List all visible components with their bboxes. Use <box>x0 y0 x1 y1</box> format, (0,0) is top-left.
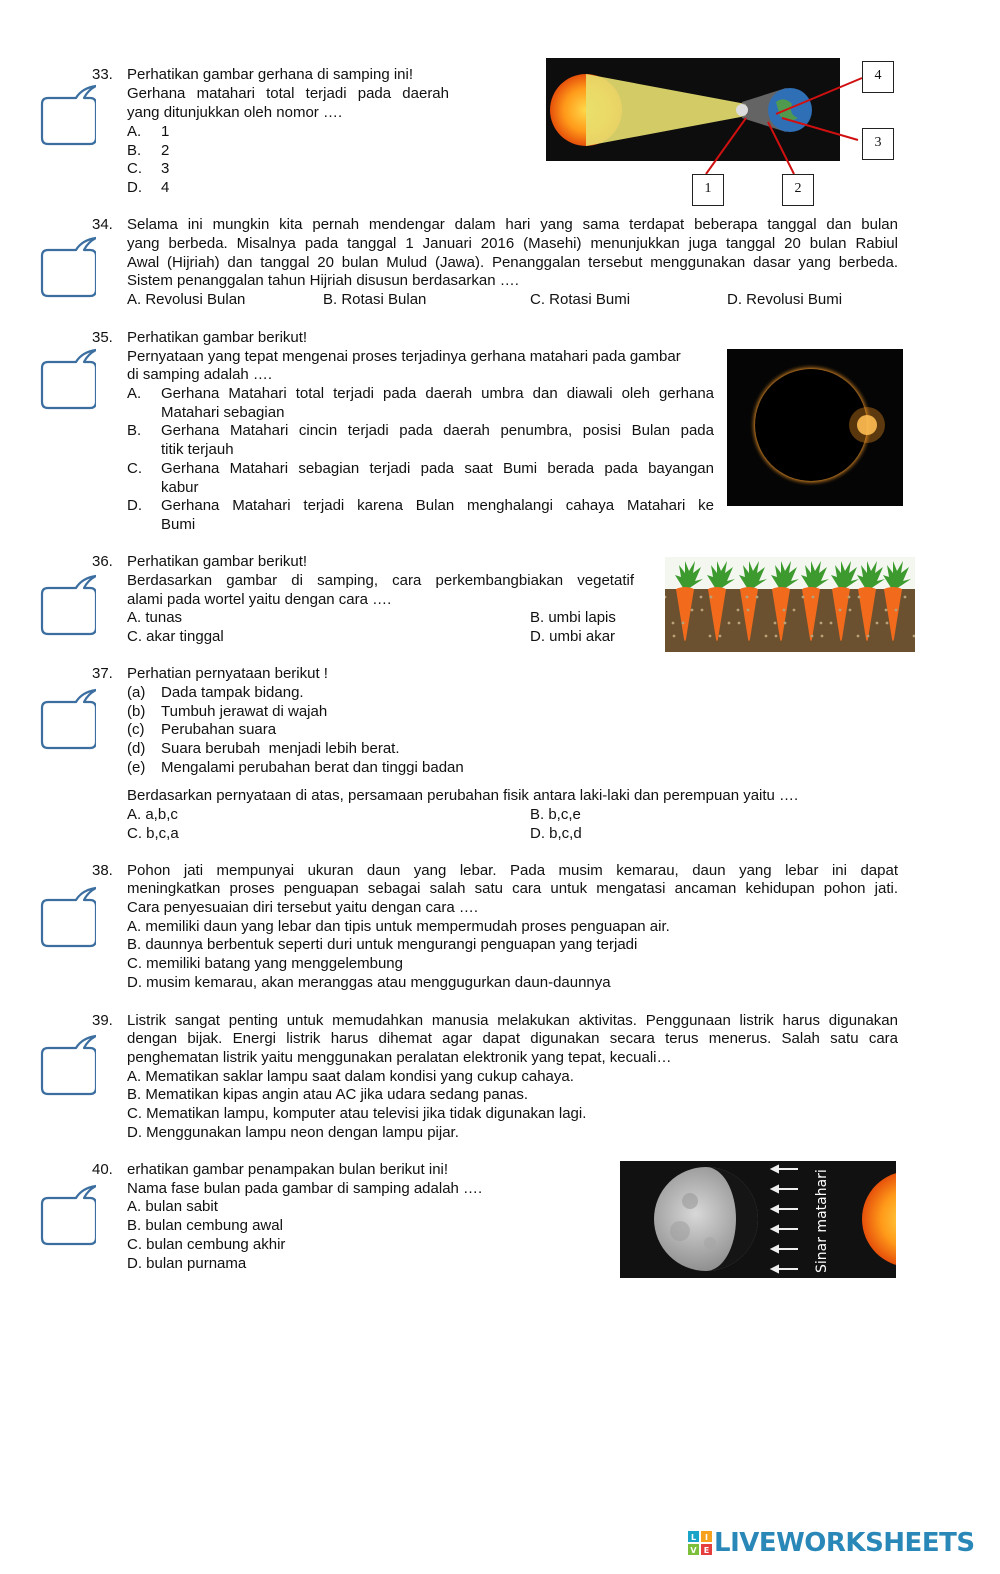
option-b: B. Rotasi Bulan <box>323 291 427 308</box>
soil-speck <box>848 596 851 599</box>
statement-text: Mengalami perubahan berat dan tinggi badan <box>161 759 464 776</box>
answer-bubble-icon[interactable] <box>40 1034 96 1096</box>
soil-speck <box>812 596 815 599</box>
answer-bubble-icon[interactable] <box>40 886 96 948</box>
soil-speck <box>738 622 741 625</box>
question-stem: Awal (Hijriah) dan tanggal 20 bulan Mulud (Jawa). Penanggalan tersebut menggunakan dasar yang berbeda. <box>127 254 898 271</box>
option-text: kabur <box>161 479 199 496</box>
option-label: B. <box>127 422 142 439</box>
soil-speck <box>774 622 777 625</box>
soil-speck <box>876 622 879 625</box>
statement-label: (c) <box>127 721 145 738</box>
question-number: 39. <box>92 1012 113 1029</box>
soil-speck <box>691 609 694 612</box>
question-stem: meningkatkan proses penguapan sebagai salah satu cara untuk mengatasi ancaman kehidupan pohon jati. <box>127 880 898 897</box>
option-text: 2 <box>161 142 170 159</box>
option-label: C. <box>127 160 142 177</box>
answer-bubble-icon[interactable] <box>40 1184 96 1246</box>
option-text: titik terjauh <box>161 441 234 458</box>
statement-label: (a) <box>127 684 146 701</box>
question-stem: penghematan listrik yaitu menggunakan peralatan elektronik yang tepat, kecuali… <box>127 1049 672 1066</box>
soil-speck <box>811 635 814 638</box>
option-a: A. tunas <box>127 609 183 626</box>
option-a: A. a,b,c <box>127 806 178 823</box>
option-b: B. Mematikan kipas angin atau AC jika udara sedang panas. <box>127 1086 529 1103</box>
question-stem: Sistem penanggalan tahun Hijriah disusun berdasarkan …. <box>127 272 519 289</box>
soil-speck <box>673 635 676 638</box>
question-stem: yang ditunjukkan oleh nomor …. <box>127 104 343 121</box>
answer-bubble-icon[interactable] <box>40 688 96 750</box>
soil-speck <box>820 622 823 625</box>
soil-speck <box>886 622 889 625</box>
brand-name: LIVEWORKSHEETS <box>714 1528 975 1558</box>
soil-speck <box>793 609 796 612</box>
solar-eclipse-photo <box>727 349 903 506</box>
question-stem: Perhatikan gambar berikut! <box>127 553 308 570</box>
option-text: Gerhana Matahari total terjadi pada daerah umbra dan diawali oleh gerhana <box>161 385 714 402</box>
svg-text:V: V <box>690 1546 697 1555</box>
option-b: B. bulan cembung awal <box>127 1217 283 1234</box>
option-b: B. umbi lapis <box>530 609 616 626</box>
option-c: C. Mematikan lampu, komputer atau televisi jika tidak digunakan lagi. <box>127 1105 587 1122</box>
option-text: Gerhana Matahari sebagian terjadi pada saat Bumi berada pada bayangan <box>161 460 714 477</box>
option-text: Gerhana Matahari terjadi karena Bulan menghalangi cahaya Matahari ke <box>161 497 714 514</box>
question-stem: Nama fase bulan pada gambar di samping adalah …. <box>127 1180 483 1197</box>
sun-rays-label: Sinar matahari <box>814 1169 830 1273</box>
option-label: B. <box>127 142 142 159</box>
soil-speck <box>672 622 675 625</box>
question-stem: Pernyataan yang tepat mengenai proses terjadinya gerhana matahari pada gambar <box>127 348 681 365</box>
question-number: 38. <box>92 862 113 879</box>
soil-speck <box>737 609 740 612</box>
option-d: D. bulan purnama <box>127 1255 247 1272</box>
option-b: B. b,c,e <box>530 806 581 823</box>
soil-speck <box>719 635 722 638</box>
statement-text: Dada tampak bidang. <box>161 684 304 701</box>
svg-text:I: I <box>705 1533 708 1542</box>
question-stem: dengan bijak. Energi listrik harus dihemat agar dapat digunakan secara terus menerus. Salah satu cara <box>127 1030 898 1047</box>
option-label: A. <box>127 385 142 402</box>
option-label: D. <box>127 179 142 196</box>
carrot-illustration <box>665 557 915 652</box>
option-a: A. memiliki daun yang lebar dan tipis untuk mempermudah proses penguapan air. <box>127 918 670 935</box>
answer-bubble-icon[interactable] <box>40 348 96 410</box>
option-text: Gerhana Matahari cincin terjadi pada daerah penumbra, posisi Bulan pada <box>161 422 714 439</box>
question-stem: Selama ini mungkin kita pernah mendengar dalam hari yang sama terdapat beberapa tanggal dan bulan <box>127 216 898 233</box>
option-text: 3 <box>161 160 170 177</box>
moon-phase-image <box>620 1161 896 1278</box>
option-a: A. Mematikan saklar lampu saat dalam kondisi yang cukup cahaya. <box>127 1068 574 1085</box>
soil-speck <box>747 609 750 612</box>
question-stem: erhatikan gambar penampakan bulan berikut ini! <box>127 1161 449 1178</box>
statement-text: Perubahan suara <box>161 721 277 738</box>
soil-speck <box>756 596 759 599</box>
option-label: C. <box>127 460 142 477</box>
soil-speck <box>775 635 778 638</box>
soil-speck <box>682 622 685 625</box>
question-stem: Pohon jati mempunyai ukuran daun yang lebar. Pada musim kemarau, daun yang lebar ini dapat <box>127 862 898 879</box>
diagram-label-3: 3 <box>862 128 894 160</box>
option-c: C. b,c,a <box>127 825 179 842</box>
option-d: D. Menggunakan lampu neon dengan lampu pijar. <box>127 1124 459 1141</box>
question-stem: Perhatian pernyataan berikut ! <box>127 665 328 682</box>
question-stem: alami pada wortel yaitu dengan cara …. <box>127 591 392 608</box>
soil-speck <box>895 609 898 612</box>
soil-speck <box>710 596 713 599</box>
option-d: D. umbi akar <box>530 628 616 645</box>
question-stem: Perhatikan gambar gerhana di samping ini! <box>127 66 414 83</box>
question-stem: yang berbeda. Misalnya pada tanggal 1 Januari 2016 (Masehi) menunjukkan juga tanggal 20 bulan Rabiul <box>127 235 898 252</box>
question-stem: Listrik sangat penting untuk memudahkan manusia melakukan aktivitas. Penggunaan listrik harus digunakan <box>127 1012 898 1029</box>
soil-speck <box>839 609 842 612</box>
question-number: 36. <box>92 553 113 570</box>
option-text: 4 <box>161 179 170 196</box>
option-d: D. musim kemarau, akan meranggas atau menggugurkan daun-daunnya <box>127 974 611 991</box>
soil-speck <box>830 622 833 625</box>
statement-label: (d) <box>127 740 146 757</box>
diagram-label-2: 2 <box>782 174 814 206</box>
diagram-label-4: 4 <box>862 61 894 93</box>
option-text: Bumi <box>161 516 196 533</box>
option-c: C. memiliki batang yang menggelembung <box>127 955 403 972</box>
diagram-label-1: 1 <box>692 174 724 206</box>
statement-text: Suara berubah menjadi lebih berat. <box>161 740 400 757</box>
svg-text:L: L <box>690 1533 697 1542</box>
question-stem: Cara penyesuaian diri tersebut yaitu dengan cara …. <box>127 899 479 916</box>
soil-speck <box>700 596 703 599</box>
option-text: Matahari sebagian <box>161 404 285 421</box>
answer-bubble-icon[interactable] <box>40 84 96 146</box>
option-a: A. bulan sabit <box>127 1198 218 1215</box>
option-c: C. Rotasi Bumi <box>530 291 631 308</box>
statement-label: (b) <box>127 703 146 720</box>
soil-speck <box>746 596 749 599</box>
question-stem: di samping adalah …. <box>127 366 273 383</box>
statement-label: (e) <box>127 759 146 776</box>
question-number: 33. <box>92 66 113 83</box>
soil-speck <box>765 635 768 638</box>
option-d: D. b,c,d <box>530 825 582 842</box>
soil-speck <box>857 635 860 638</box>
option-label: D. <box>127 497 142 514</box>
question-text: Berdasarkan pernyataan di atas, persamaan perubahan fisik antara laki-laki dan perempuan yaitu …. <box>127 787 799 804</box>
svg-text:E: E <box>703 1546 710 1555</box>
soil-speck <box>701 609 704 612</box>
statement-text: Tumbuh jerawat di wajah <box>161 703 328 720</box>
soil-speck <box>783 609 786 612</box>
question-number: 37. <box>92 665 113 682</box>
question-stem: Berdasarkan gambar di samping, cara perkembangbiakan vegetatif <box>127 572 634 589</box>
option-label: A. <box>127 123 142 140</box>
soil-speck <box>858 596 861 599</box>
option-b: B. daunnya berbentuk seperti duri untuk mengurangi penguapan yang terjadi <box>127 936 638 953</box>
soil-speck <box>728 622 731 625</box>
question-stem: Gerhana matahari total terjadi pada daerah <box>127 85 449 102</box>
soil-speck <box>709 635 712 638</box>
soil-speck <box>867 635 870 638</box>
option-c: C. akar tinggal <box>127 628 224 645</box>
question-number: 34. <box>92 216 113 233</box>
soil-speck <box>904 596 907 599</box>
question-number: 40. <box>92 1161 113 1178</box>
soil-speck <box>784 622 787 625</box>
option-a: A. Revolusi Bulan <box>127 291 246 308</box>
option-text: 1 <box>161 123 170 140</box>
answer-bubble-icon[interactable] <box>40 574 96 636</box>
soil-speck <box>802 596 805 599</box>
logo-icon <box>688 1531 712 1555</box>
option-d: D. Revolusi Bumi <box>727 291 843 308</box>
soil-speck <box>885 609 888 612</box>
option-c: C. bulan cembung akhir <box>127 1236 286 1253</box>
question-number: 35. <box>92 329 113 346</box>
soil-speck <box>821 635 824 638</box>
soil-speck <box>849 609 852 612</box>
answer-bubble-icon[interactable] <box>40 236 96 298</box>
question-stem: Perhatikan gambar berikut! <box>127 329 308 346</box>
